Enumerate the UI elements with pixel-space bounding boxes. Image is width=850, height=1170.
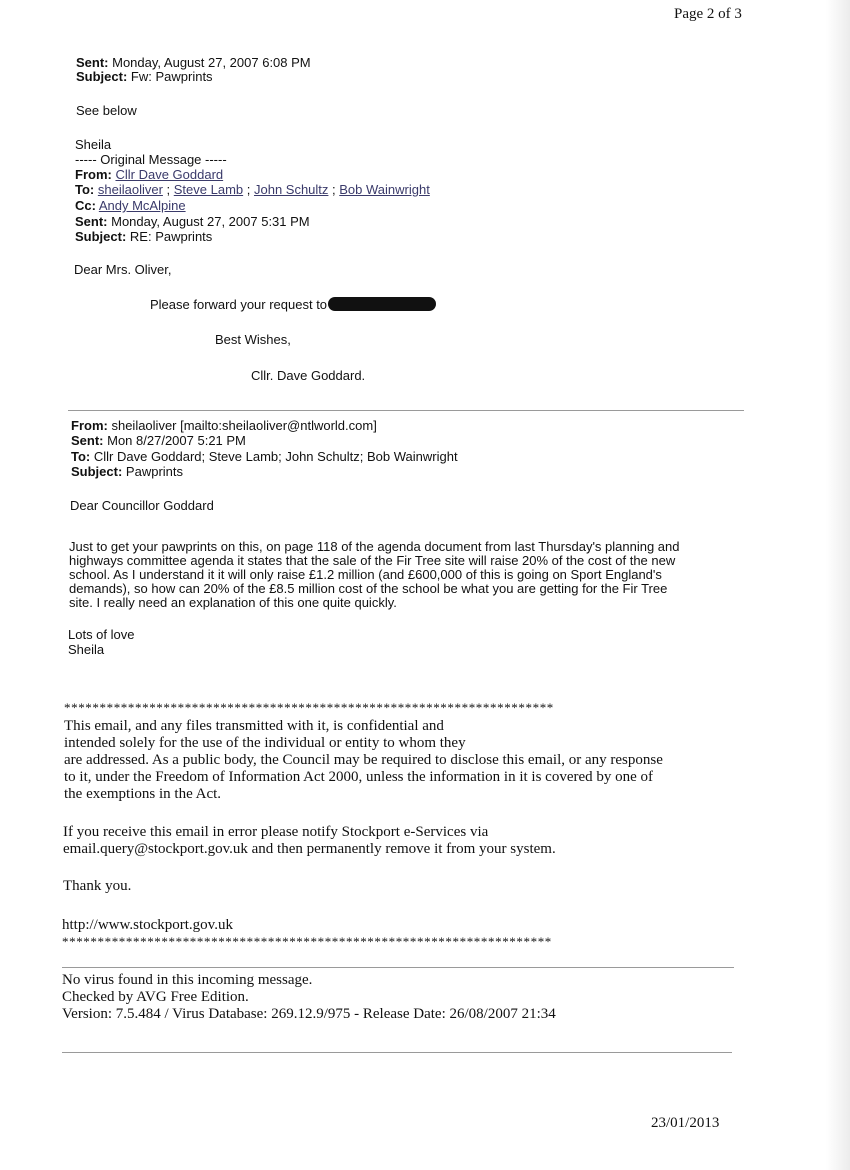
disclaimer-line: the exemptions in the Act. (64, 786, 222, 802)
print-date: 23/01/2013 (651, 1115, 720, 1131)
from-link[interactable]: Cllr Dave Goddard (115, 167, 224, 182)
disclaimer-line: intended solely for the use of the individual or entity to whom they (64, 735, 466, 751)
to-link-2[interactable]: Steve Lamb (173, 182, 244, 197)
from-value: sheilaoliver [mailto:sheilaoliver@ntlworld.com] (111, 418, 377, 433)
to-separator: ; (162, 182, 174, 197)
original-to (75, 182, 430, 197)
divider-line (68, 410, 744, 411)
subject-label: Subject: (75, 229, 127, 244)
forward-sent (76, 55, 311, 70)
to-value: Cllr Dave Goddard; Steve Lamb; John Schultz; Bob Wainwright (93, 449, 458, 464)
to-label: To: (71, 449, 91, 464)
virus-line: Version: 7.5.484 / Virus Database: 269.12.9/975 - Release Date: 26/08/2007 21:34 (62, 1006, 556, 1022)
cc-link[interactable]: Andy McAlpine (98, 198, 186, 213)
reply-request-text: Please forward your request to (150, 297, 328, 312)
virus-line: No virus found in this incoming message. (62, 972, 313, 988)
divider-line (62, 967, 734, 968)
body-line: site. I really need an explanation of this one quite quickly. (69, 595, 397, 610)
sent-value: Mon 8/27/2007 5:21 PM (107, 433, 246, 448)
disclaimer-thanks: Thank you. (63, 878, 132, 894)
original-from (75, 167, 223, 182)
disclaimer-stars-top: ********************************************************************* (64, 700, 554, 715)
subject-label: Subject: (71, 464, 123, 479)
original-subject (75, 229, 212, 244)
forward-signoff: Sheila (75, 137, 112, 152)
to-link-1[interactable]: sheilaoliver (97, 182, 163, 197)
notify-line: email.query@stockport.gov.uk and then permanently remove it from your system. (63, 841, 556, 857)
subject-value: RE: Pawprints (129, 229, 213, 244)
reply-signature: Cllr. Dave Goddard. (251, 368, 366, 383)
forward-subject (76, 69, 213, 84)
reply-greeting: Dear Mrs. Oliver, (74, 262, 172, 277)
original-sent (75, 214, 310, 229)
sent-label: Sent: (71, 433, 104, 448)
disclaimer-text (64, 718, 744, 803)
body-line: highways committee agenda it states that the sale of the Fir Tree site will raise 20% of the cost of the new (69, 553, 676, 568)
sent-label: Sent: (76, 55, 109, 70)
divider-line (62, 1052, 732, 1053)
from-label: From: (71, 418, 108, 433)
subject-value: Pawprints (125, 464, 183, 479)
disclaimer-notify (63, 824, 743, 858)
from-label: From: (75, 167, 112, 182)
sent-value: Monday, August 27, 2007 6:08 PM (112, 55, 311, 70)
body-line: school. As I understand it it will only raise £1.2 million (and £600,000 of this is going on Sport England's (69, 567, 662, 582)
redaction-mark (328, 297, 436, 311)
forward-body: See below (76, 103, 137, 118)
earlier-subject (71, 464, 183, 479)
virus-line: Checked by AVG Free Edition. (62, 989, 249, 1005)
notify-line: If you receive this email in error please notify Stockport e-Services via (63, 824, 489, 840)
disclaimer-stars-bottom: ********************************************************************* (62, 934, 552, 949)
reply-closing: Best Wishes, (215, 332, 291, 347)
to-link-3[interactable]: John Schultz (253, 182, 329, 197)
disclaimer-url[interactable]: http://www.stockport.gov.uk (62, 917, 233, 933)
original-cc (75, 198, 186, 213)
to-link-4[interactable]: Bob Wainwright (339, 182, 430, 197)
cc-label: Cc: (75, 198, 96, 213)
to-separator: ; (243, 182, 254, 197)
earlier-to (71, 449, 458, 464)
earlier-greeting: Dear Councillor Goddard (70, 498, 214, 513)
page-number: Page 2 of 3 (674, 6, 742, 22)
earlier-from (71, 418, 377, 433)
original-divider: ----- Original Message ----- (75, 152, 227, 167)
to-separator: ; (328, 182, 340, 197)
disclaimer-line: to it, under the Freedom of Information Act 2000, unless the information in it is covered by one of (64, 769, 654, 785)
disclaimer-line: are addressed. As a public body, the Council may be required to disclose this email, or any response (64, 752, 663, 768)
to-label: To: (75, 182, 95, 197)
sent-label: Sent: (75, 214, 108, 229)
body-line: Just to get your pawprints on this, on page 118 of the agenda document from last Thursday's planning and (69, 539, 680, 554)
scan-edge-shadow (826, 0, 850, 1170)
earlier-signoff: Sheila (68, 642, 105, 657)
subject-label: Subject: (76, 69, 128, 84)
virus-notice (62, 972, 742, 1023)
earlier-sent (71, 433, 246, 448)
reply-request (150, 297, 436, 312)
sent-value: Monday, August 27, 2007 5:31 PM (111, 214, 310, 229)
earlier-body (69, 540, 729, 610)
subject-value: Fw: Pawprints (130, 69, 213, 84)
disclaimer-line: This email, and any files transmitted with it, is confidential and (64, 718, 444, 734)
body-line: demands), so how can 20% of the £8.5 million cost of the school be what you are getting for the Fir Tree (69, 581, 668, 596)
earlier-closing: Lots of love (68, 627, 135, 642)
